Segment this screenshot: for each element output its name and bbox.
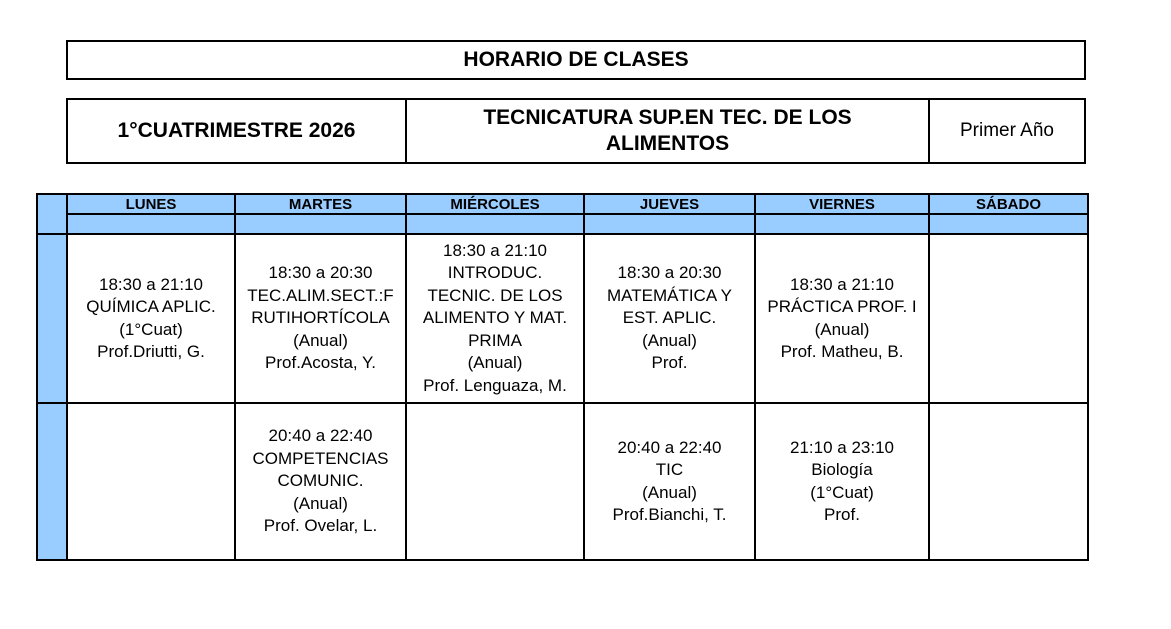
class-line: 18:30 a 21:10 — [790, 274, 894, 294]
day-subheader — [755, 214, 929, 234]
page-title: HORARIO DE CLASES — [66, 40, 1086, 80]
side-strip — [37, 234, 67, 403]
class-line: Biología — [811, 460, 873, 479]
class-line: Prof. — [824, 505, 860, 524]
class-line: TIC — [655, 460, 684, 479]
carrera-label: TECNICATURA SUP.EN TEC. DE LOS ALIMENTOS — [407, 100, 930, 162]
empty-cell — [67, 403, 235, 560]
class-line: (Anual) — [467, 353, 523, 373]
side-strip — [37, 403, 67, 560]
class-cell — [406, 234, 584, 403]
day-header: MIÉRCOLES — [406, 194, 584, 214]
anio-label: Primer Año — [960, 120, 1054, 141]
class-cell — [584, 234, 755, 403]
class-line: 20:40 a 22:40 — [617, 437, 722, 457]
class-line: (Anual) — [642, 330, 697, 350]
class-line: (Anual) — [814, 319, 870, 339]
day-header: JUEVES — [584, 194, 755, 214]
class-line: 18:30 a 20:30 — [617, 263, 722, 283]
class-cell — [755, 234, 929, 403]
day-header: VIERNES — [755, 194, 929, 214]
class-line: COMPETENCIAS — [252, 448, 389, 468]
day-subheader-row — [37, 214, 1088, 234]
class-line: (1°Cuat) — [119, 319, 183, 339]
day-header: SÁBADO — [929, 194, 1088, 214]
class-cell — [67, 234, 235, 403]
empty-cell — [406, 403, 584, 560]
class-line: PRIMA — [468, 330, 522, 350]
class-line: (Anual) — [293, 330, 348, 350]
day-subheader — [67, 214, 235, 234]
class-line: (Anual) — [293, 493, 348, 513]
class-line: Prof. Ovelar, L. — [263, 516, 378, 536]
class-line: Prof. Lenguaza, M. — [423, 375, 567, 395]
class-line: Prof.Acosta, Y. — [265, 353, 376, 373]
empty-cell — [929, 234, 1088, 403]
day-subheader — [235, 214, 406, 234]
class-line: PRÁCTICA PROF. I — [767, 297, 917, 316]
class-line: 18:30 a 21:10 — [443, 240, 547, 260]
class-line: 21:10 a 23:10 — [790, 437, 894, 457]
class-line: Prof.Bianchi, T. — [612, 505, 727, 524]
class-cell — [584, 403, 755, 560]
class-line: TECNIC. DE LOS — [427, 285, 563, 305]
class-cell — [755, 403, 929, 560]
class-line: INTRODUC. — [447, 263, 543, 283]
schedule-header — [66, 98, 1086, 164]
schedule-table — [36, 193, 1089, 561]
day-header: MARTES — [235, 194, 406, 214]
class-line: EST. APLIC. — [622, 308, 717, 328]
class-line: (Anual) — [642, 482, 697, 502]
side-strip — [37, 194, 67, 234]
class-line: QUÍMICA APLIC. — [86, 297, 216, 316]
class-cell — [235, 403, 406, 560]
class-line: ALIMENTO Y MAT. — [422, 308, 568, 328]
day-subheader — [929, 214, 1088, 234]
day-header-row — [37, 194, 1088, 214]
class-line: Prof.Driutti, G. — [97, 342, 205, 361]
day-subheader — [584, 214, 755, 234]
class-line: MATEMÁTICA Y — [606, 285, 732, 305]
day-header: LUNES — [67, 194, 235, 214]
class-line: 20:40 a 22:40 — [268, 426, 373, 446]
time-block-row — [37, 234, 1088, 403]
class-line: RUTIHORTÍCOLA — [251, 308, 390, 328]
class-line: COMUNIC. — [277, 471, 364, 491]
class-cell — [235, 234, 406, 403]
time-block-row — [37, 403, 1088, 560]
class-line: (1°Cuat) — [810, 482, 874, 502]
day-subheader — [406, 214, 584, 234]
class-line: 18:30 a 21:10 — [99, 274, 203, 294]
class-line: Prof. — [651, 353, 688, 373]
class-line: Prof. Matheu, B. — [780, 342, 904, 361]
cuatrimestre-label: 1°CUATRIMESTRE 2026 — [68, 100, 407, 162]
class-line: 18:30 a 20:30 — [268, 263, 373, 283]
class-line: TEC.ALIM.SECT.:F — [247, 285, 394, 305]
empty-cell — [929, 403, 1088, 560]
